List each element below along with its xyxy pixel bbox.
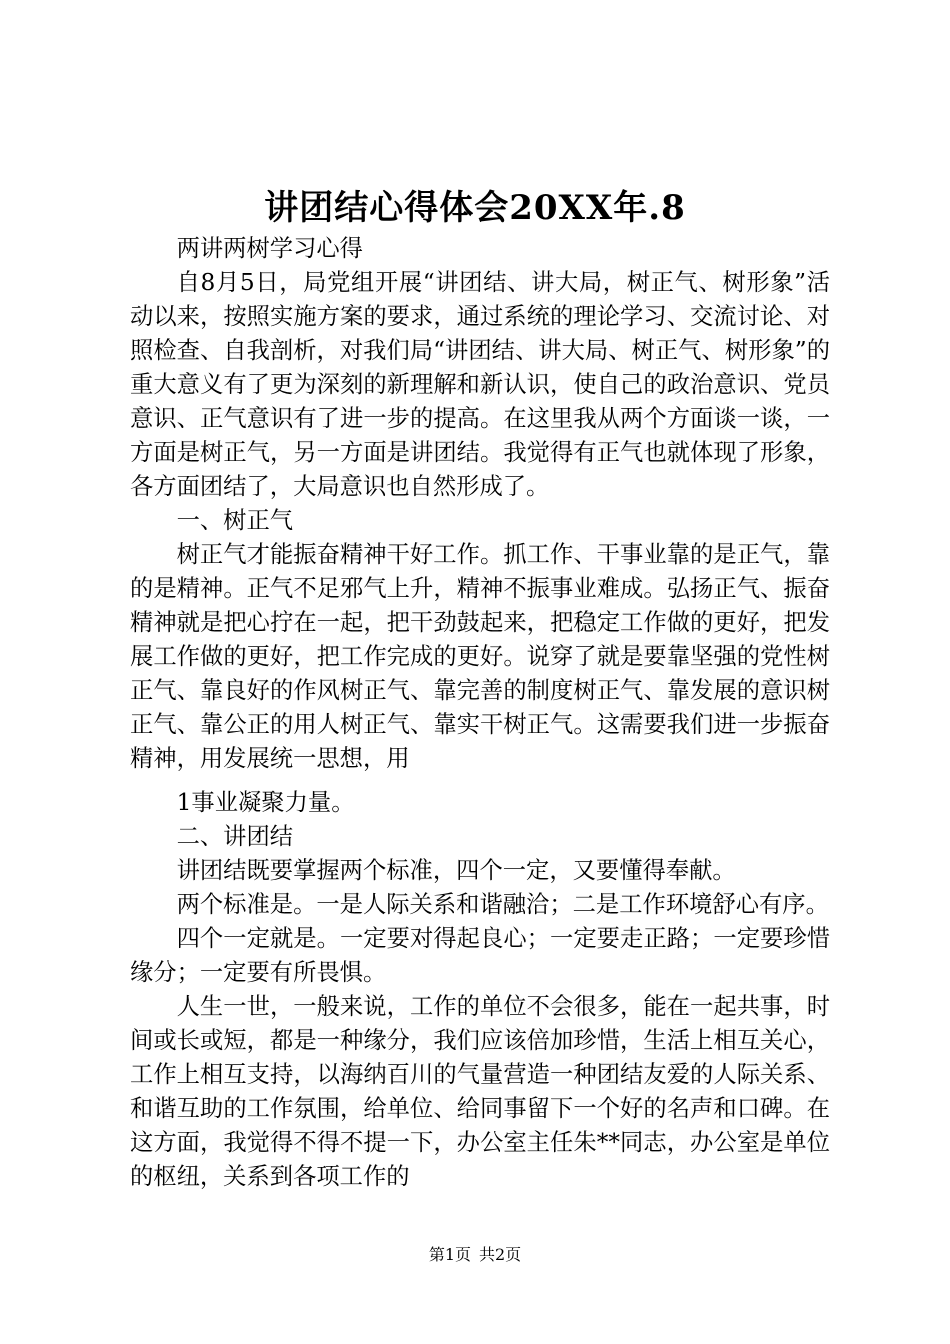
paragraph-continuation: 1事业凝聚力量。 [176, 789, 355, 816]
paragraph-subtitle: 两讲两树学习心得 [176, 235, 363, 262]
paragraph-section-2-intro: 讲团结既要掌握两个标准，四个一定，又要懂得奉献。 [176, 857, 736, 884]
paragraph-intro: 自8月5日，局党组开展“讲团结、讲大局，树正气、树形象”活动以来，按照实施方案的要求，通过系统的理论学习、交流讨论、对照检查、自我剖析，对我们局“讲团结、讲大局、树正气、树形象”的重大意义有了更为深刻的新理解和新认识，使自己的政治意识、党员意识、正气意识有了进一步的提高。在这里我从两个方面谈一谈，一方面是树正气，另一方面是讲团结。我觉得有正气也就体现了形象，各方面团结了，大局意识也自然形成了。 [130, 269, 830, 500]
paragraph-section-1: 树正气才能振奋精神干好工作。抓工作、干事业靠的是正气，靠的是精神。正气不足邪气上升，精神不振事业难成。弘扬正气、振奋精神就是把心拧在一起，把干劲鼓起来，把稳定工作做的更好，把发展工作做的更好，把工作完成的更好。说穿了就是要靠坚强的党性树正气、靠良好的作风树正气、靠完善的制度树正气、靠发展的意识树正气、靠公正的用人树正气、靠实干树正气。这需要我们进一步振奋精神，用发展统一思想，用 [130, 541, 830, 772]
paragraph-life: 人生一世，一般来说，工作的单位不会很多，能在一起共事，时间或长或短，都是一种缘分，我们应该倍加珍惜，生活上相互关心，工作上相互支持，以海纳百川的气量营造一种团结友爱的人际关系、和谐互助的工作氛围，给单位、给同事留下一个好的名声和口碑。在这方面，我觉得不得不提一下，办公室主任朱**同志，办公室是单位的枢纽，关系到各项工作的 [130, 993, 830, 1190]
paragraph-four-musts: 四个一定就是。一定要对得起良心；一定要走正路；一定要珍惜缘分；一定要有所畏惧。 [130, 925, 830, 986]
page-number-current: 第1页 [428, 1245, 471, 1264]
document-title: 讲团结心得体会20XX年.8 [264, 188, 686, 228]
section-heading-2: 二、讲团结 [176, 823, 294, 850]
page-number-total: 共2页 [479, 1245, 522, 1264]
section-heading-1: 一、树正气 [176, 507, 294, 534]
page-footer [0, 1244, 950, 1266]
document-body [130, 232, 830, 1194]
paragraph-two-standards: 两个标准是。一是人际关系和谐融洽；二是工作环境舒心有序。 [176, 891, 829, 918]
